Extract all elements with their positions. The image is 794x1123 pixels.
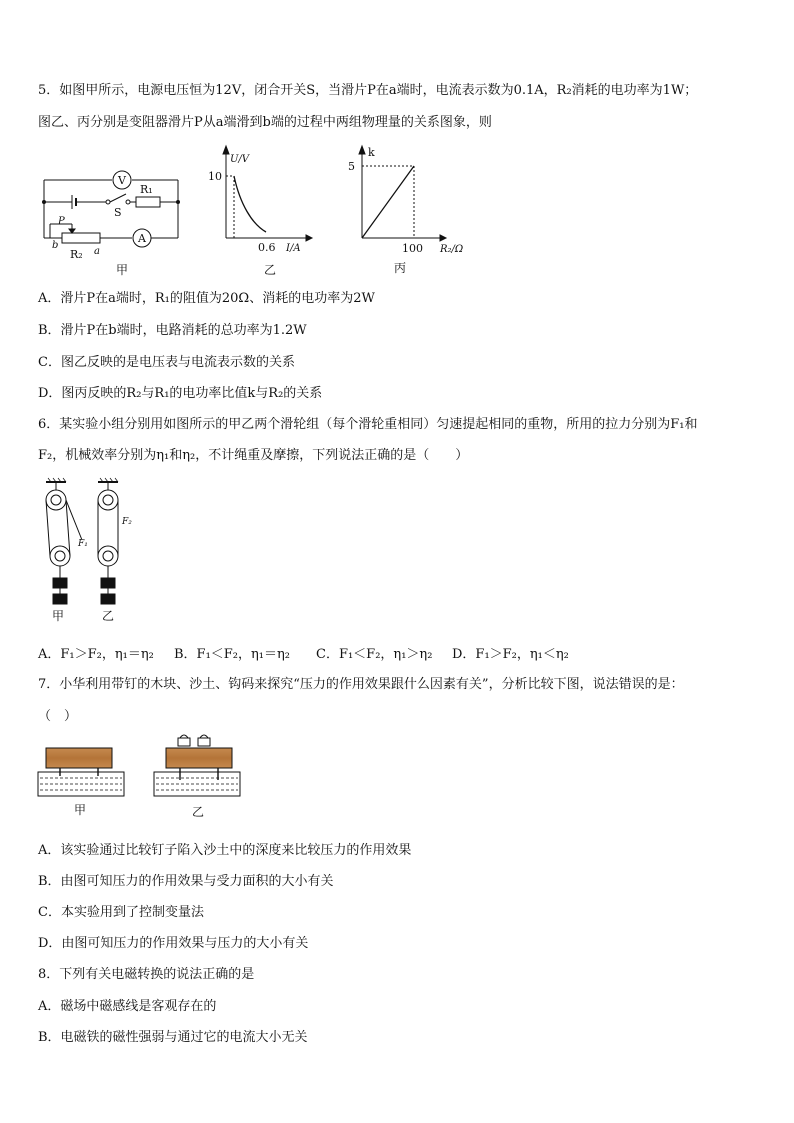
q6-option-c: C．F₁＜F₂，η₁＞η₂: [316, 647, 433, 662]
nail-yi-caption: 乙: [192, 805, 205, 819]
chart-bing-caption: 丙: [394, 261, 407, 275]
chart-yi: [206, 142, 316, 280]
q7-stem-line2: （ ）: [38, 709, 78, 724]
nail-jia-caption: 甲: [74, 803, 87, 817]
q6-option-b: B．F₁＜F₂，η₁＝η₂: [174, 647, 291, 662]
ammeter-label: A: [138, 232, 146, 245]
force-f1-label: F₁: [78, 539, 88, 549]
voltmeter-label: V: [118, 174, 126, 187]
end-b-label: b: [52, 240, 59, 251]
q7-stem-line1: 7．小华利用带钉的木块、沙土、钩码来探究“压力的作用效果跟什么因素有关”，分析比较下图，说法错误的是：: [38, 677, 684, 692]
q8-option-a: A．磁场中磁感线是客观存在的: [38, 999, 217, 1014]
q5-option-b: B．滑片P在b端时，电路消耗的总功率为1.2W: [38, 323, 307, 338]
chart-bing-xtick: 100: [402, 242, 423, 255]
q7-option-d: D．由图可知压力的作用效果与压力的大小有关: [38, 936, 309, 951]
chart-yi-caption: 乙: [264, 263, 277, 277]
chart-yi-xlabel: I/A: [286, 243, 301, 254]
chart-bing-ylabel: k: [368, 146, 375, 159]
q7-option-b: B．由图可知压力的作用效果与受力面积的大小有关: [38, 874, 334, 889]
chart-yi-xtick: 0.6: [258, 241, 276, 254]
switch-label: S: [114, 206, 122, 219]
q8-option-b: B．电磁铁的磁性强弱与通过它的电流大小无关: [38, 1030, 308, 1045]
pulley-diagram: [36, 476, 146, 626]
chart-bing-xlabel: R₂/Ω: [440, 244, 464, 255]
q6-stem-line2: F₂，机械效率分别为η₁和η₂，不计绳重及摩擦，下列说法正确的是（ ）: [38, 448, 469, 463]
q8-stem: 8．下列有关电磁转换的说法正确的是: [38, 967, 255, 982]
q6-option-a: A．F₁＞F₂，η₁＝η₂: [38, 647, 154, 662]
r1-label: R₁: [140, 183, 153, 196]
q6-option-d: D．F₁＞F₂，η₁＜η₂: [452, 647, 569, 662]
q7-option-c: C．本实验用到了控制变量法: [38, 905, 204, 920]
q5-stem-line2: 图乙、丙分别是变阻器滑片P从a端滑到b端的过程中两组物理量的关系图象，则: [38, 115, 492, 130]
q5-option-a: A．滑片P在a端时，R₁的阻值为20Ω、消耗的电功率为2W: [38, 291, 375, 306]
pulley-jia-caption: 甲: [52, 609, 65, 623]
q5-option-c: C．图乙反映的是电压表与电流表示数的关系: [38, 355, 295, 370]
q5-option-d: D．图丙反映的R₂与R₁的电功率比值k与R₂的关系: [38, 386, 323, 401]
pulley-yi-caption: 乙: [102, 609, 115, 623]
nail-block-diagram: [36, 734, 246, 826]
slider-label: P: [58, 216, 65, 227]
chart-yi-ytick: 10: [208, 170, 222, 183]
q7-option-a: A．该实验通过比较钉子陷入沙土中的深度来比较压力的作用效果: [38, 843, 412, 858]
chart-bing-ytick: 5: [348, 160, 355, 173]
chart-bing: [336, 140, 476, 280]
q5-stem-line1: 5．如图甲所示，电源电压恒为12V，闭合开关S，当滑片P在a端时，电流表示数为0.1A，R₂消耗的电功率为1W；: [38, 83, 698, 98]
chart-yi-ylabel: U/V: [230, 154, 250, 165]
force-f2-label: F₂: [122, 517, 132, 527]
r2-label: R₂: [70, 248, 83, 261]
fig-jia-caption: 甲: [116, 263, 129, 277]
circuit-diagram-jia: [36, 168, 186, 278]
q6-stem-line1: 6．某实验小组分别用如图所示的甲乙两个滑轮组（每个滑轮重相同）匀速提起相同的重物，所用的拉力分别为F₁和: [38, 417, 698, 432]
end-a-label: a: [94, 246, 100, 257]
